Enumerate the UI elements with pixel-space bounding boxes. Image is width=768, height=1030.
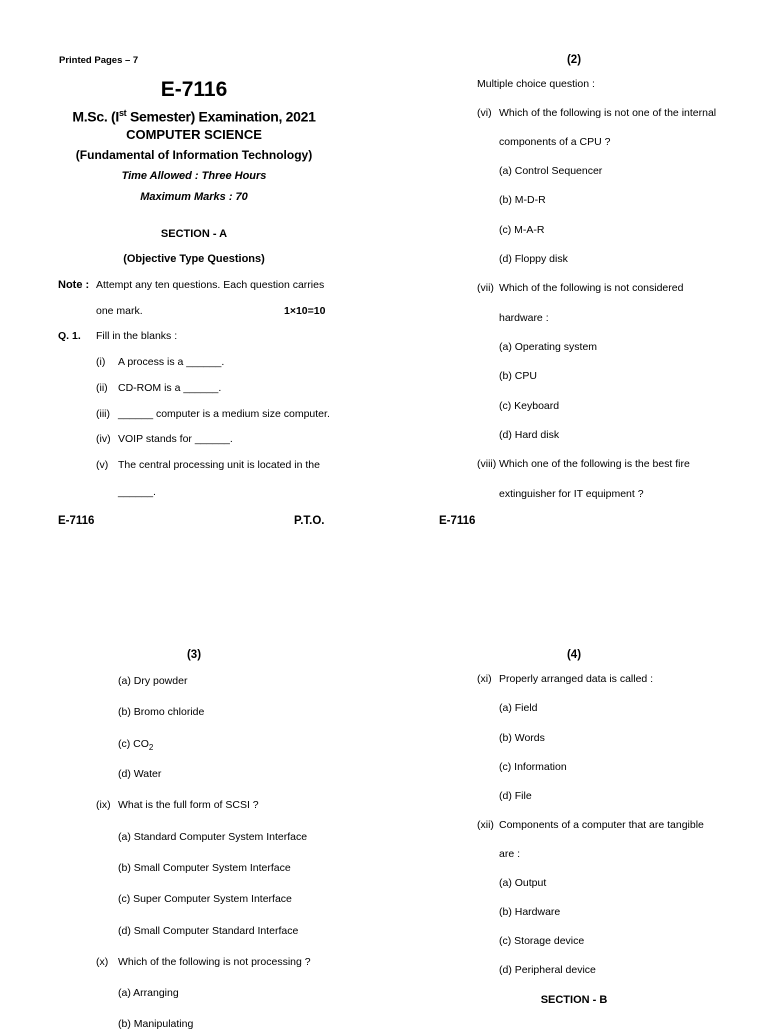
printed-pages: Printed Pages – 7 — [59, 55, 139, 66]
question-num: (vii) — [477, 282, 494, 294]
note-text-cont: one mark. — [96, 305, 143, 317]
exam-title: M.Sc. (Ist Semester) Examination, 2021 — [72, 108, 316, 125]
item-text: The central processing unit is located in the — [118, 459, 320, 471]
option: (a) Standard Computer System Interface — [118, 831, 308, 843]
page-number: (2) — [566, 54, 582, 66]
item-text: VOIP stands for ______. — [118, 433, 233, 445]
option: (b) Small Computer System Interface — [118, 862, 291, 874]
question-text: Components of a computer that are tangible — [499, 819, 704, 831]
option: (a) Field — [499, 702, 538, 714]
option: (a) Operating system — [499, 341, 598, 353]
option: (b) CPU — [499, 370, 537, 382]
note-marks: 1×10=10 — [284, 305, 326, 317]
option: (d) Floppy disk — [499, 253, 568, 265]
question-num: (vi) — [477, 107, 492, 119]
paper-title: (Fundamental of Information Technology) — [75, 148, 313, 162]
question-num: (xi) — [477, 673, 492, 685]
item-text: CD-ROM is a ______. — [118, 382, 222, 394]
question-text-cont: hardware : — [499, 312, 549, 324]
footer-pto: P.T.O. — [294, 515, 325, 527]
item-text-cont: ______. — [118, 486, 156, 498]
time-allowed: Time Allowed : Three Hours — [121, 170, 267, 182]
item-num: (v) — [96, 459, 109, 471]
page-number: (4) — [566, 649, 582, 661]
item-num: (iii) — [96, 408, 110, 420]
question-text: What is the full form of SCSI ? — [118, 799, 259, 811]
section-b-heading: SECTION - B — [540, 994, 608, 1006]
item-num: (ii) — [96, 382, 108, 394]
note-label: Note : — [58, 279, 90, 291]
option: (c) Information — [499, 761, 567, 773]
section-a-subheading: (Objective Type Questions) — [123, 253, 265, 265]
option: (a) Control Sequencer — [499, 165, 603, 177]
item-num: (iv) — [96, 433, 111, 445]
paper-code: E-7116 — [160, 78, 228, 101]
option: (b) Manipulating — [118, 1018, 194, 1030]
question-num: (xii) — [477, 819, 494, 831]
question-text: Which of the following is not processing ? — [118, 956, 311, 968]
question-text: Which one of the following is the best fire — [499, 458, 690, 470]
q1-label: Q. 1. — [58, 330, 81, 342]
option: (b) Bromo chloride — [118, 706, 205, 718]
option: (d) Small Computer Standard Interface — [118, 925, 299, 937]
option: (a) Output — [499, 877, 547, 889]
option: (d) Water — [118, 768, 162, 780]
item-text: A process is a ______. — [118, 356, 225, 368]
option: (c) M-A-R — [499, 224, 545, 236]
question-num: (ix) — [96, 799, 111, 811]
item-text: ______ computer is a medium size computer. — [118, 408, 330, 420]
option: (d) Peripheral device — [499, 964, 596, 976]
option: (b) Hardware — [499, 906, 561, 918]
subject-title: COMPUTER SCIENCE — [126, 127, 262, 142]
option: (b) M-D-R — [499, 194, 546, 206]
maximum-marks: Maximum Marks : 70 — [140, 191, 248, 203]
question-text: Which of the following is not one of the internal — [499, 107, 717, 119]
option: (d) Hard disk — [499, 429, 560, 441]
question-text-cont: components of a CPU ? — [499, 136, 611, 148]
q1-text: Fill in the blanks : — [96, 330, 178, 342]
item-num: (i) — [96, 356, 106, 368]
option: (a) Arranging — [118, 987, 179, 999]
question-text: Which of the following is not considered — [499, 282, 684, 294]
footer-code: E-7116 — [58, 515, 95, 527]
option: (a) Dry powder — [118, 675, 188, 687]
option: (d) File — [499, 790, 532, 802]
option: (c) $CO_2$ — [118, 738, 154, 753]
footer-code: E-7116 — [439, 515, 476, 527]
option: (c) Keyboard — [499, 400, 560, 412]
question-num: (x) — [96, 956, 109, 968]
option: (b) Words — [499, 732, 545, 744]
question-text: Properly arranged data is called : — [499, 673, 654, 685]
note-text: Attempt any ten questions. Each question carries — [96, 279, 325, 291]
option: (c) Storage device — [499, 935, 585, 947]
question-num: (viii) — [477, 458, 497, 470]
option: (c) Super Computer System Interface — [118, 893, 292, 905]
page-number: (3) — [186, 649, 202, 661]
question-text-cont: extinguisher for IT equipment ? — [499, 488, 644, 500]
section-a-heading: SECTION - A — [160, 228, 228, 240]
mcq-heading: Multiple choice question : — [477, 78, 595, 90]
question-text-cont: are : — [499, 848, 521, 860]
